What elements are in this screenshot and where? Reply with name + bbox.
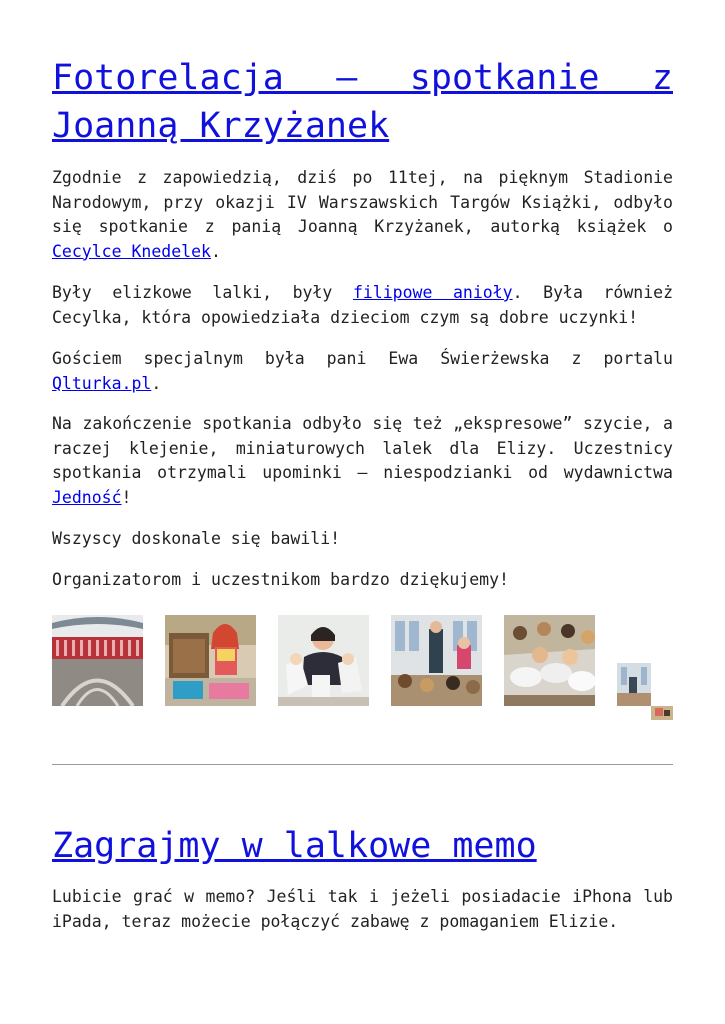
author-with-angel-dolls-photo[interactable] [278,615,369,706]
meeting-hall-photo[interactable] [391,615,482,706]
post-title [52,54,673,150]
dolls-and-suitcase-photo-image [165,615,256,706]
post-title-memo-link[interactable]: Zagrajmy w lalkowe memo [52,826,537,866]
stadium-photo-image [52,615,143,706]
children-audience-photo-image [504,615,595,706]
post-title-link[interactable]: Fotorelacja – spotkanie z Joanną Krzyżanek [52,58,673,146]
paragraph-dolls [52,281,673,330]
photo-gallery [52,615,673,720]
paragraph-text: . Była również Cecylka, która opowiedziała dzieciom czym są dobre uczynki! [52,283,674,327]
paragraph-text: ! [121,487,132,507]
children-audience-photo[interactable] [504,615,595,706]
small-event-photo-image [617,663,673,720]
meeting-hall-photo-image [391,615,482,706]
paragraph-text: . [210,241,221,261]
paragraph-text: Były elizkowe lalki, były [52,283,353,302]
paragraph-guest [52,347,673,396]
paragraph-thanks: Organizatorom i uczestnikom bardzo dziękujemy! [52,570,509,589]
paragraph-intro [52,166,673,264]
paragraph-text: Gościem specjalnym była pani Ewa Świerżewska z portalu [52,349,673,368]
paragraph-text: . [151,373,162,393]
dolls-and-suitcase-photo[interactable] [165,615,256,706]
author-with-angel-dolls-photo-image [278,615,369,706]
post-divider [52,764,673,765]
post-title-memo [52,822,673,870]
paragraph-ending [52,412,673,510]
filipowe-anioly-link[interactable]: filipowe anioły [352,283,513,302]
paragraph-text: Na zakończenie spotkania odbyło się też „ekspresowe” szycie, a raczej klejenie, miniaturowych lalek dla Elizy. Uczestnicy spotkania otrzymali upominki – niespodzianki od wydawnictwa [52,414,673,482]
paragraph-fun: Wszyscy doskonale się bawili! [52,529,341,548]
small-event-photo[interactable] [617,663,673,720]
paragraph-memo: Lubicie grać w memo? Jeśli tak i jeżeli posiadacie iPhona lub iPada, teraz możecie połączyć zabawę z pomaganiem Elizie. [52,887,673,931]
jednosc-link[interactable]: Jedność [52,487,122,507]
cecylka-link[interactable]: Cecylce Knedelek [52,241,211,261]
stadium-photo[interactable] [52,615,143,706]
paragraph-text: Zgodnie z zapowiedzią, dziś po 11tej, na pięknym Stadionie Narodowym, przy okazji IV Warszawskich Targów Książki, odbyło się spotkanie z panią Joanną Krzyżanek, autorką książek o [52,168,673,236]
qlturka-link[interactable]: Qlturka.pl [52,373,152,393]
